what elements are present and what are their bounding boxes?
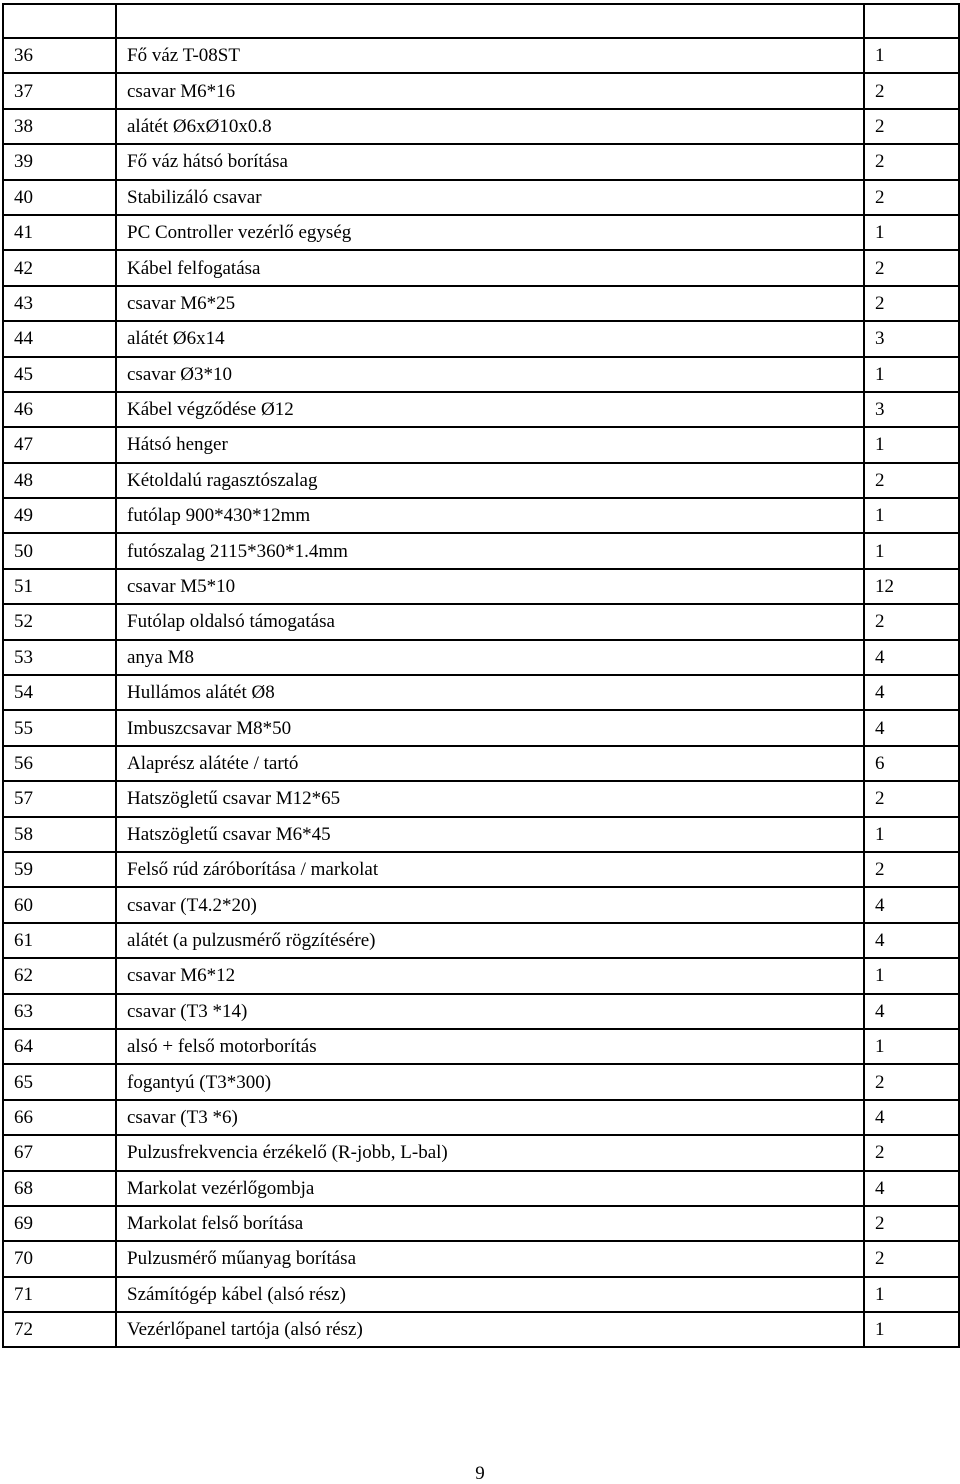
- table-row: [3, 357, 959, 392]
- part-number-cell: 72: [3, 1312, 116, 1347]
- table-row: [3, 180, 959, 215]
- part-number-cell: 42: [3, 250, 116, 285]
- part-quantity-cell: 1: [864, 215, 959, 250]
- part-name-cell: Pulzusfrekvencia érzékelő (R-jobb, L-bal): [116, 1135, 864, 1170]
- part-quantity-cell: 1: [864, 498, 959, 533]
- part-quantity-cell: 4: [864, 923, 959, 958]
- table-row: [3, 852, 959, 887]
- part-quantity-cell: 2: [864, 1064, 959, 1099]
- part-number-cell: 49: [3, 498, 116, 533]
- part-name-cell: Fő váz hátsó borítása: [116, 144, 864, 179]
- part-number-cell: 62: [3, 958, 116, 993]
- table-row: [3, 1135, 959, 1170]
- part-name-cell: Imbuszcsavar M8*50: [116, 710, 864, 745]
- part-quantity-cell: 1: [864, 1029, 959, 1064]
- part-number-cell: 51: [3, 569, 116, 604]
- parts-list-table: [2, 3, 960, 1348]
- part-quantity-cell: 2: [864, 73, 959, 108]
- part-name-cell: Számítógép kábel (alsó rész): [116, 1277, 864, 1312]
- part-number-cell: 41: [3, 215, 116, 250]
- part-name-cell: csavar M6*16: [116, 73, 864, 108]
- part-name-cell: Hatszögletű csavar M6*45: [116, 817, 864, 852]
- part-quantity-cell: 2: [864, 604, 959, 639]
- part-quantity-cell: 4: [864, 1100, 959, 1135]
- table-row: [3, 38, 959, 73]
- part-name-cell: csavar (T4.2*20): [116, 887, 864, 922]
- part-number-cell: 52: [3, 604, 116, 639]
- part-number-cell: 36: [3, 38, 116, 73]
- table-row: [3, 958, 959, 993]
- part-number-cell: 67: [3, 1135, 116, 1170]
- table-row: [3, 1277, 959, 1312]
- table-row: [3, 1100, 959, 1135]
- header-cell-number: [3, 4, 116, 38]
- part-number-cell: 54: [3, 675, 116, 710]
- table-row: [3, 604, 959, 639]
- table-row: [3, 817, 959, 852]
- part-quantity-cell: 2: [864, 781, 959, 816]
- table-row: [3, 640, 959, 675]
- part-quantity-cell: 1: [864, 1312, 959, 1347]
- part-number-cell: 38: [3, 109, 116, 144]
- part-quantity-cell: 4: [864, 1171, 959, 1206]
- part-quantity-cell: 4: [864, 994, 959, 1029]
- part-name-cell: Kábel felfogatása: [116, 250, 864, 285]
- part-quantity-cell: 1: [864, 533, 959, 568]
- part-quantity-cell: 2: [864, 1206, 959, 1241]
- part-name-cell: Hullámos alátét Ø8: [116, 675, 864, 710]
- part-quantity-cell: 2: [864, 144, 959, 179]
- part-name-cell: alsó + felső motorborítás: [116, 1029, 864, 1064]
- part-name-cell: Alaprész alátéte / tartó: [116, 746, 864, 781]
- part-quantity-cell: 4: [864, 710, 959, 745]
- table-row: [3, 321, 959, 356]
- part-quantity-cell: 2: [864, 109, 959, 144]
- part-number-cell: 61: [3, 923, 116, 958]
- part-name-cell: Markolat vezérlőgombja: [116, 1171, 864, 1206]
- part-name-cell: csavar (T3 *14): [116, 994, 864, 1029]
- part-name-cell: Hatszögletű csavar M12*65: [116, 781, 864, 816]
- part-quantity-cell: 2: [864, 1241, 959, 1276]
- part-number-cell: 37: [3, 73, 116, 108]
- part-quantity-cell: 1: [864, 817, 959, 852]
- part-quantity-cell: 1: [864, 427, 959, 462]
- part-name-cell: Kétoldalú ragasztószalag: [116, 463, 864, 498]
- table-row: [3, 1171, 959, 1206]
- part-number-cell: 70: [3, 1241, 116, 1276]
- part-quantity-cell: 1: [864, 357, 959, 392]
- part-quantity-cell: 2: [864, 1135, 959, 1170]
- part-number-cell: 53: [3, 640, 116, 675]
- part-name-cell: futólap 900*430*12mm: [116, 498, 864, 533]
- part-number-cell: 71: [3, 1277, 116, 1312]
- part-name-cell: anya M8: [116, 640, 864, 675]
- table-header-row: [3, 4, 959, 38]
- part-number-cell: 46: [3, 392, 116, 427]
- part-number-cell: 58: [3, 817, 116, 852]
- header-cell-quantity: [864, 4, 959, 38]
- part-quantity-cell: 2: [864, 463, 959, 498]
- part-name-cell: csavar M5*10: [116, 569, 864, 604]
- table-row: [3, 498, 959, 533]
- part-name-cell: alátét Ø6x14: [116, 321, 864, 356]
- part-name-cell: csavar Ø3*10: [116, 357, 864, 392]
- part-quantity-cell: 12: [864, 569, 959, 604]
- part-name-cell: futószalag 2115*360*1.4mm: [116, 533, 864, 568]
- table-row: [3, 1241, 959, 1276]
- table-row: [3, 569, 959, 604]
- part-name-cell: alátét Ø6xØ10x0.8: [116, 109, 864, 144]
- table-row: [3, 781, 959, 816]
- header-cell-name: [116, 4, 864, 38]
- part-number-cell: 64: [3, 1029, 116, 1064]
- part-name-cell: Felső rúd záróborítása / markolat: [116, 852, 864, 887]
- part-quantity-cell: 4: [864, 675, 959, 710]
- part-number-cell: 44: [3, 321, 116, 356]
- part-number-cell: 47: [3, 427, 116, 462]
- table-row: [3, 286, 959, 321]
- table-row: [3, 710, 959, 745]
- part-number-cell: 50: [3, 533, 116, 568]
- table-row: [3, 1064, 959, 1099]
- parts-table-body: [3, 4, 959, 1347]
- part-quantity-cell: 3: [864, 392, 959, 427]
- table-row: [3, 427, 959, 462]
- part-number-cell: 57: [3, 781, 116, 816]
- part-name-cell: Stabilizáló csavar: [116, 180, 864, 215]
- part-quantity-cell: 1: [864, 1277, 959, 1312]
- table-row: [3, 250, 959, 285]
- table-row: [3, 1312, 959, 1347]
- part-name-cell: Fő váz T-08ST: [116, 38, 864, 73]
- part-number-cell: 63: [3, 994, 116, 1029]
- table-row: [3, 1206, 959, 1241]
- table-row: [3, 533, 959, 568]
- part-name-cell: Markolat felső borítása: [116, 1206, 864, 1241]
- table-row: [3, 144, 959, 179]
- table-row: [3, 215, 959, 250]
- part-number-cell: 48: [3, 463, 116, 498]
- part-number-cell: 45: [3, 357, 116, 392]
- part-name-cell: Pulzusmérő műanyag borítása: [116, 1241, 864, 1276]
- part-name-cell: fogantyú (T3*300): [116, 1064, 864, 1099]
- part-number-cell: 68: [3, 1171, 116, 1206]
- part-number-cell: 59: [3, 852, 116, 887]
- table-row: [3, 675, 959, 710]
- part-quantity-cell: 2: [864, 250, 959, 285]
- page-number: 9: [475, 1463, 485, 1484]
- table-row: [3, 109, 959, 144]
- part-quantity-cell: 6: [864, 746, 959, 781]
- part-quantity-cell: 2: [864, 286, 959, 321]
- part-number-cell: 66: [3, 1100, 116, 1135]
- table-row: [3, 887, 959, 922]
- part-quantity-cell: 1: [864, 38, 959, 73]
- part-name-cell: csavar M6*12: [116, 958, 864, 993]
- part-quantity-cell: 1: [864, 958, 959, 993]
- part-number-cell: 69: [3, 1206, 116, 1241]
- part-number-cell: 55: [3, 710, 116, 745]
- table-row: [3, 73, 959, 108]
- part-name-cell: Hátsó henger: [116, 427, 864, 462]
- part-name-cell: Futólap oldalsó támogatása: [116, 604, 864, 639]
- part-name-cell: csavar (T3 *6): [116, 1100, 864, 1135]
- table-row: [3, 392, 959, 427]
- part-name-cell: alátét (a pulzusmérő rögzítésére): [116, 923, 864, 958]
- part-number-cell: 40: [3, 180, 116, 215]
- part-name-cell: Kábel végződése Ø12: [116, 392, 864, 427]
- table-row: [3, 1029, 959, 1064]
- part-number-cell: 65: [3, 1064, 116, 1099]
- part-quantity-cell: 3: [864, 321, 959, 356]
- table-row: [3, 746, 959, 781]
- part-quantity-cell: 2: [864, 852, 959, 887]
- part-quantity-cell: 2: [864, 180, 959, 215]
- table-row: [3, 994, 959, 1029]
- part-quantity-cell: 4: [864, 887, 959, 922]
- part-number-cell: 43: [3, 286, 116, 321]
- part-number-cell: 60: [3, 887, 116, 922]
- table-row: [3, 463, 959, 498]
- part-number-cell: 56: [3, 746, 116, 781]
- table-row: [3, 923, 959, 958]
- part-name-cell: PC Controller vezérlő egység: [116, 215, 864, 250]
- part-name-cell: Vezérlőpanel tartója (alsó rész): [116, 1312, 864, 1347]
- part-quantity-cell: 4: [864, 640, 959, 675]
- part-number-cell: 39: [3, 144, 116, 179]
- part-name-cell: csavar M6*25: [116, 286, 864, 321]
